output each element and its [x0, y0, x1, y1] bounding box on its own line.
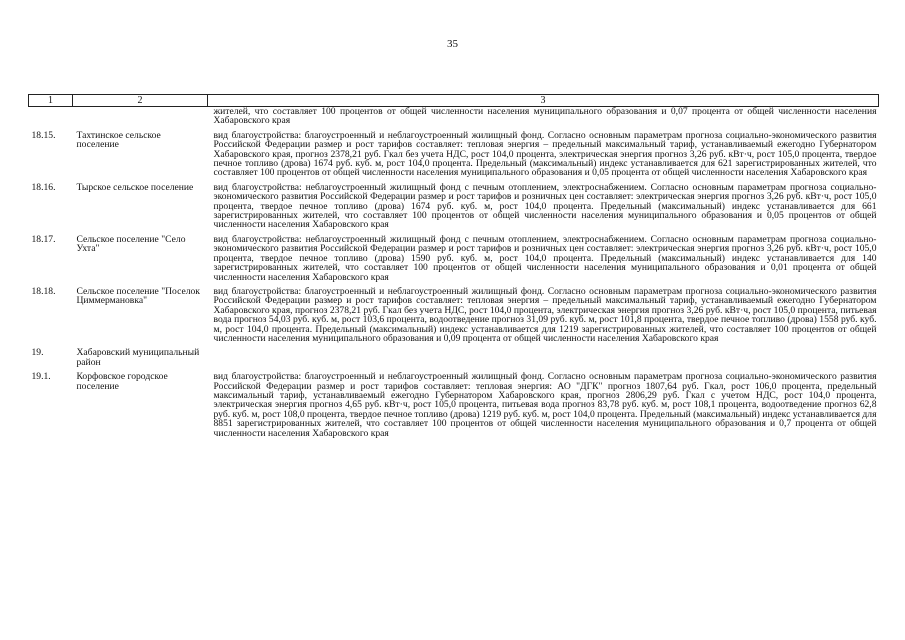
row-number: 18.16.: [31, 181, 56, 193]
column-header-2: 2: [73, 95, 208, 107]
municipality-name: [73, 107, 208, 126]
municipality-name: Корфовское городское поселение: [76, 371, 168, 392]
municipality-name: Сельское поселение "Поселок Циммермановка": [76, 285, 200, 307]
tariff-description: вид благоустройства: благоустроенный и неблагоустроенный жилищный фонд. Согласно основным параметрам прогноза социально-экономического развития Российской Федерации размер и рост тарифов составляет: тепловая энергия – предельный максимальный тариф, устанавливаемый ежегодно Губернатором Хабаровского края, прогноз 2378,21 руб. Гкал без учета НДС, рост 104,0 процента, электрическая энергия прогноз 3,26 руб. кВт·ч, рост 105,0 процента, питьевая вода прогноз 54,03 руб. куб. м, рост 103,6 процента, водоотведение прогноз 31,09 руб. куб. м, рост 101,8 процента, твердое печное топливо (дрова) 1558 руб. куб. м, рост 104,0 процента. Предельный (максимальный) индекс устанавливается для 1219 зарегистрированных жителей, что составляет 100 процентов от общей численности населения муниципального образования и 0,09 процента от общей численности населения Хабаровского края: [213, 285, 877, 344]
column-header-1: 1: [29, 95, 73, 107]
table-header-row: [29, 95, 879, 107]
tariff-table: [28, 94, 879, 438]
tariff-description: вид благоустройства: неблагоустроенный жилищный фонд с печным отоплением, электроснабжением. Согласно основным параметрам прогноза социально-экономического развития Российской Федерации размер и рост тарифов и розничных цен составляет: электрическая энергия прогноз 3,26 руб. кВт·ч, рост 105,0 процента, твердое печное топливо (дрова) 1590 руб. куб. м, рост 104,0 процента. Предельный (максимальный) индекс устанавливается для 140 зарегистрированных жителей, что составляет 100 процентов от общей численности населения муниципального образования и 0,01 процента от общей численности населения Хабаровского края: [213, 233, 877, 283]
municipality-name: Тахтинское сельское поселение: [76, 129, 161, 151]
table-row: [29, 107, 879, 126]
tariff-description: вид благоустройства: благоустроенный и неблагоустроенный жилищный фонд. Согласно основным параметрам прогноза социально-экономического развития Российской Федерации размер и рост тарифов составляет: тепловая энергия: АО "ДГК" прогноз 1807,64 руб. Гкал, рост 106,0 процента, предельный максимальный тариф, устанавливаемый ежегодно Губернатором Хабаровского края, прогноз 2806,29 руб. Гкал с учетом НДС, рост 104,0 процента, электрическая энергия прогноз 4,65 руб. кВт·ч, рост 105,0 процента, питьевая вода прогноз 83,78 руб. куб. м, рост 108,1 процента, водоотведение прогноз 62,8 руб. куб. м, рост 108,0 процента, твердое печное топливо (дрова) 1219 руб. куб. м, рост 104,0 процента. Предельный (максимальный) индекс устанавливается для 8851 зарегистрированных жителей, что составляет 100 процентов от общей численности населения муниципального образования и 0,7 процента от общей численности населения Хабаровского края: [213, 371, 877, 439]
row-number: [29, 107, 73, 126]
row-number: 18.15.: [31, 129, 56, 141]
table-row: [29, 343, 879, 367]
municipality-name: Сельское поселение "Село Ухта": [76, 233, 186, 255]
tariff-description: вид благоустройства: благоустроенный и неблагоустроенный жилищный фонд. Согласно основным параметрам прогноза социально-экономического развития Российской Федерации размер и рост тарифов составляет: тепловая энергия – предельный максимальный тариф, устанавливаемый ежегодно Губернатором Хабаровского края, прогноз 2378,21 руб. Гкал без учета НДС, рост 104,0 процента, электрическая энергия прогноз 3,26 руб. кВт·ч, рост 105,0 процента, твердое печное топливо (дрова) 1674 руб. куб. м, рост 104,0 процента. Предельный (максимальный) индекс устанавливается для 621 зарегистрированных жителей, что составляет 100 процентов от общей численности населения муниципального образования и 0,05 процента от общей численности населения Хабаровского края: [213, 129, 877, 179]
row-number: 18.18.: [31, 285, 56, 297]
tariff-description: жителей, что составляет 100 процентов от общей численности населения муниципального образования и 0,07 процента от общей численности населения Хабаровского края: [213, 106, 877, 127]
table-row: [29, 282, 879, 343]
table-row: [29, 230, 879, 282]
row-number: 18.17.: [31, 233, 56, 245]
table-row: [29, 367, 879, 438]
municipality-name: Хабаровский муниципальный район: [76, 347, 200, 368]
row-number: 19.1.: [31, 371, 51, 383]
tariff-description: вид благоустройства: неблагоустроенный жилищный фонд с печным отоплением, электроснабжением. Согласно основным параметрам прогноза социально-экономического развития Российской Федерации размер и рост тарифов и розничных цен составляет: электрическая энергия прогноз 3,26 руб. кВт·ч, рост 105,0 процента, твердое печное топливо (дрова) 1674 руб. куб. м, рост 104,0 процента. Предельный (максимальный) индекс устанавливается для 661 зарегистрированных жителей, что составляет 100 процентов от общей численности населения муниципального образования и 0,05 процентов от общей численности населения Хабаровского края: [213, 181, 877, 231]
column-header-3: 3: [208, 95, 879, 107]
page-number: 35: [447, 38, 458, 50]
table-row: [29, 126, 879, 178]
municipality-name: Тырское сельское поселение: [76, 181, 194, 193]
row-number: 19.: [31, 347, 44, 359]
tariff-description: [208, 343, 879, 367]
table-row: [29, 178, 879, 230]
